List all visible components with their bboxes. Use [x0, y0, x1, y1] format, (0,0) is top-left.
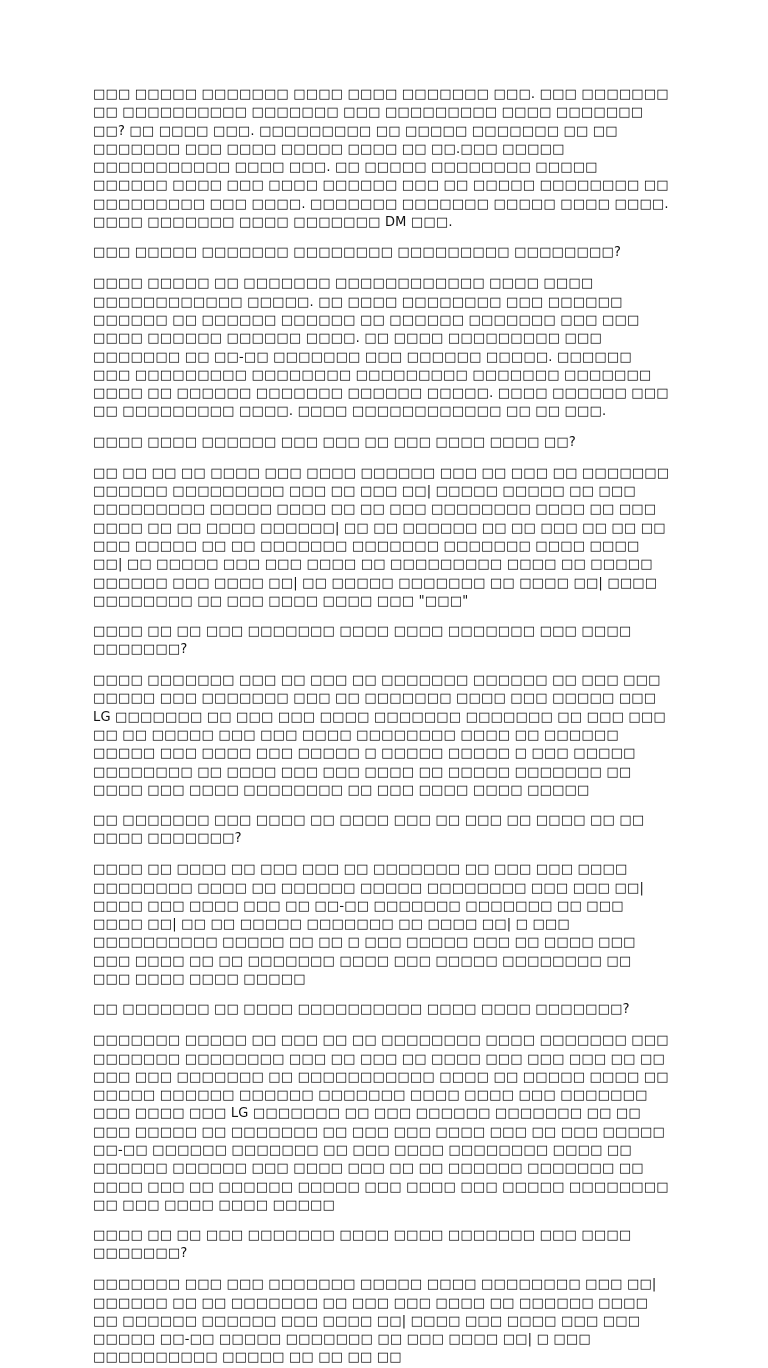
question-heading: □□□□ □□ □□ □□□ □□□□□□□ □□□□ □□□□ □□□□□□□ □□□ □□□□ □□□□□□□? — [93, 624, 632, 658]
question-heading: □□□ □□□□□ □□□□□□□ □□□□□□□□ □□□□□□□□□ □□□□□□□□? — [93, 245, 622, 261]
question-heading: □□ □□□□□□□ □□ □□□□ □□□□□□□□□□ □□□□ □□□□ □□□□□□□? — [93, 1002, 630, 1018]
body-paragraph: □□□□ □□ □□□□ □□ □□□ □□□ □□ □□□□□□□ □□ □□□ □□□ □□□□ □□□□□□□□ □□□□ □□ □□□□□□ □□□□□ □□□□□□□□ □□□ □□□ □□| □□□□ □□□ □□□□ □□□ □□ □□-□□ □□□□□□□ □□□□□□□ □□ □□□ □□□□ □□| □□ □□ □□□□□ □□□□□□□ □□ □□□□ □□| □ □□□ □□□□□□□□□□ □□□□□ □□ □□ □ □□□ □□□□□ □□□ □□ □□□□ □□□ □□□ □□□□ □□ □□ □□□□□□□ □□□□ □□□ □□□□□ □□□□□□□□ □□ □□□ □□□□ □□□□ □□□□□ — [93, 862, 645, 987]
body-paragraph: □□ □□ □□ □□ □□□□ □□□ □□□□ □□□□□□ □□□ □□ □□□ □□ □□□□□□□ □□□□□□ □□□□□□□□□ □□□ □□ □□□ □□| □□□□□ □□□□□ □□ □□□ □□□□□□□□□ □□□□□ □□□□ □□ □□ □□□ □□□□□□□□ □□□□ □□ □□□ □□□□ □□ □□ □□□□ □□□□□□| □□ □□ □□□□□□ □□ □□ □□□ □□ □□ □□ □□□ □□□□□ □□ □□ □□□□□□□ □□□□□□□ □□□□□□□ □□□□ □□□□ □□| □□ □□□□□ □□□ □□□ □□□□ □□ □□□□□□□□□ □□□□ □□ □□□□□ □□□□□□ □□□ □□□□ □□| □□ □□□□□ □□□□□□□ □□ □□□□ □□| □□□□ □□□□□□□□ □□ □□□ □□□□ □□□□ □□□ "□□□" — [93, 465, 670, 609]
question-heading: □□ □□□□□□□ □□□ □□□□ □□ □□□□ □□□ □□ □□□ □□ □□□□ □□ □□ □□□□ □□□□□□□? — [93, 813, 645, 847]
body-paragraph: □□□□□□□ □□□ □□□ □□□□□□□ □□□□□ □□□□ □□□□□□□□ □□□ □□| □□□□□□ □□ □□ □□□□□□□ □□ □□□ □□□ □□□□ □□ □□□□□□ □□□□ □□ □□□□□□ □□□□□□ □□□ □□□□ □□| □□□□ □□□ □□□□ □□□ □□□ □□□□□ □□-□□ □□□□□ □□□□□□□ □□ □□□ □□□□ □□| □ □□□ □□□□□□□□□□ □□□□□ □□ □□ □□ □□ — [93, 1277, 657, 1366]
question-heading: □□□□ □□ □□ □□□ □□□□□□□ □□□□ □□□□ □□□□□□□ □□□ □□□□ □□□□□□□? — [93, 1228, 632, 1262]
body-paragraph: □□□□ □□□□□□□ □□□ □□ □□□ □□ □□□□□□□ □□□□□□ □□ □□□ □□□ □□□□□ □□□ □□□□□□□ □□□ □□ □□□□□□□ □□□□ □□□ □□□□□ □□□ LG □□□□□□□ □□ □□□ □□□ □□□□ □□□□□□□ □□□□□□□ □□ □□□ □□□ □□ □□ □□□□□ □□□ □□□ □□□□ □□□□□□□□ □□□□ □□ □□□□□□ □□□□□ □□□ □□□□ □□□ □□□□□ □ □□□□□ □□□□□ □ □□□ □□□□□ □□□□□□□□ □□ □□□□ □□□ □□□ □□□□ □□ □□□□□ □□□□□□□ □□ □□□□ □□□ □□□□ □□□□□□□□ □□ □□□ □□□□ □□□□ □□□□□ — [93, 673, 666, 798]
body-paragraph: □□□□ □□□□□ □□ □□□□□□□ □□□□□□□□□□□□ □□□□ □□□□ □□□□□□□□□□□□ □□□□□. □□ □□□□ □□□□□□□□ □□□ □□□□□□ □□□□□□ □□ □□□□□□ □□□□□□ □□ □□□□□□ □□□□□□□ □□□ □□□ □□□□ □□□□□□ □□□□□□ □□□□. □□ □□□□ □□□□□□□□□ □□□ □□□□□□□ □□ □□-□□ □□□□□□□ □□□ □□□□□□ □□□□□. □□□□□□ □□□ □□□□□□□□□ □□□□□□□□ □□□□□□□□□ □□□□□□□ □□□□□□□ □□□□ □□ □□□□□□ □□□□□□□ □□□□□□ □□□□□. □□□□ □□□□□□ □□□ □□ □□□□□□□□□ □□□□. □□□□ □□□□□□□□□□□□ □□ □□ □□□. — [93, 276, 669, 420]
question-heading: □□□□ □□□□ □□□□□□ □□□ □□□ □□ □□□ □□□□ □□□□ □□? — [93, 434, 576, 450]
body-paragraph: □□□ □□□□□ □□□□□□□ □□□□ □□□□ □□□□□□□ □□□. □□□ □□□□□□□ □□ □□□□□□□□□□ □□□□□□□ □□□ □□□□□□□□□ □□□□ □□□□□□□ □□? □□ □□□□ □□□. □□□□□□□□□ □□ □□□□□ □□□□□□□ □□ □□ □□□□□□□ □□□ □□□□ □□□□□ □□□□ □□ □□.□□□ □□□□□ □□□□□□□□□□□ □□□□ □□□. □□ □□□□□ □□□□□□□□ □□□□□ □□□□□□ □□□□ □□□ □□□□ □□□□□□ □□□ □□ □□□□□ □□□□□□□□ □□ □□□□□□□□□ □□□ □□□□. □□□□□□□ □□□□□□□ □□□□□ □□□□ □□□□. □□□□ □□□□□□□ □□□□ □□□□□□□ DM □□□. — [93, 87, 669, 231]
body-paragraph: □□□□□□□ □□□□□ □□ □□□ □□ □□ □□□□□□□□ □□□□ □□□□□□□ □□□ □□□□□□□ □□□□□□□□ □□□ □□ □□□ □□ □□□□ □□□ □□□ □□□ □□ □□ □□□ □□□ □□□□□□□ □□ □□□□□□□□□□□ □□□□ □□ □□□□□ □□□□ □□ □□□□□ □□□□□□ □□□□□□ □□□□□□□ □□□□ □□□□ □□□ □□□□□□□ □□□ □□□□ □□□ LG □□□□□□□ □□ □□□ □□□□□□ □□□□□□□ □□ □□ □□□ □□□□□ □□ □□□□□□□ □□ □□□ □□□ □□□□ □□□ □□ □□□ □□□□□ □□-□□ □□□□□□ □□□□□□□ □□ □□□ □□□□ □□□□□□□□ □□□□ □□ □□□□□□ □□□□□□ □□□ □□□□ □□□ □□ □□ □□□□□□ □□□□□□□ □□ □□□□ □□□ □□ □□□□□□ □□□□□ □□□ □□□□ □□□ □□□□□ □□□□□□□□ □□ □□□ □□□□ □□□□ □□□□□ — [93, 1033, 669, 1213]
